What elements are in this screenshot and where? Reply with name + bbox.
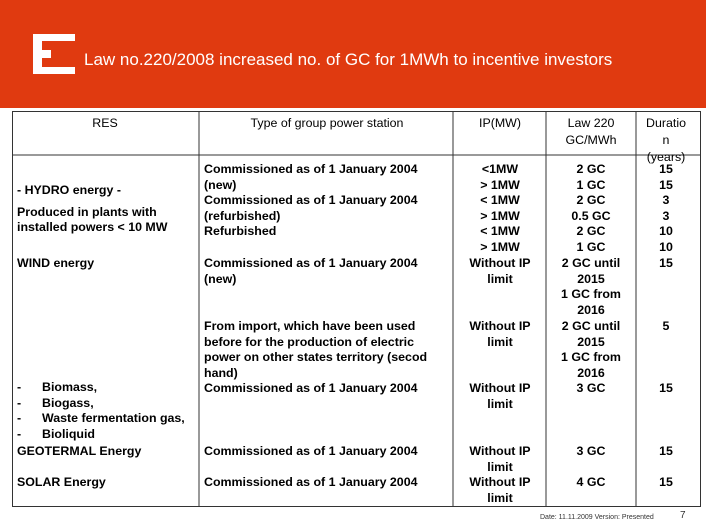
duration-biomass: 15 bbox=[659, 381, 673, 395]
ip-hydro bbox=[453, 162, 547, 256]
header-duration bbox=[636, 115, 696, 166]
res-hydro-line3: installed powers < 10 MW bbox=[17, 220, 168, 235]
ip-solar-line: limit bbox=[487, 490, 513, 505]
gc-hydro-value: 1 GC bbox=[576, 177, 606, 192]
res-biomass-item bbox=[17, 427, 185, 443]
duration-import: 5 bbox=[662, 319, 670, 333]
duration-hydro-value: 3 bbox=[662, 208, 670, 223]
dash: - bbox=[17, 395, 22, 410]
gc-solar: 4 GC bbox=[576, 475, 606, 489]
type-hydro-line: Commissioned as of 1 January 2004 bbox=[204, 162, 418, 176]
duration-hydro-value: 10 bbox=[659, 224, 673, 239]
res-biomass-item bbox=[17, 380, 185, 396]
ip-wind-line: limit bbox=[487, 271, 513, 286]
ip-hydro-value: > 1MW bbox=[480, 239, 520, 254]
type-import bbox=[204, 319, 427, 381]
header-ip: IP(MW) bbox=[479, 116, 521, 130]
ip-geotermal bbox=[453, 444, 547, 475]
gc-geotermal: 3 GC bbox=[576, 444, 606, 458]
gc-wind-line: 1 GC from bbox=[561, 287, 621, 302]
gc-import bbox=[546, 319, 636, 381]
type-hydro-line: (new) bbox=[204, 177, 237, 192]
res-biomass bbox=[17, 380, 185, 442]
type-solar: Commissioned as of 1 January 2004 bbox=[204, 475, 418, 489]
ip-hydro-value: < 1MW bbox=[480, 224, 520, 239]
ip-geotermal-line: limit bbox=[487, 459, 513, 474]
header-duration-line3: (years) bbox=[646, 150, 686, 164]
res-wind: WIND energy bbox=[17, 256, 95, 270]
gc-hydro-value: 2 GC bbox=[576, 162, 606, 176]
header-res: RES bbox=[92, 116, 118, 130]
ip-hydro-value: <1MW bbox=[481, 162, 519, 176]
ip-hydro-value: < 1MW bbox=[480, 193, 520, 208]
ip-geotermal-line: Without IP bbox=[469, 444, 531, 458]
type-wind-line: Commissioned as of 1 January 2004 bbox=[204, 256, 418, 270]
gc-hydro-value: 1 GC bbox=[576, 239, 606, 254]
res-hydro-line2: Produced in plants with bbox=[17, 204, 157, 219]
dash: - bbox=[17, 380, 22, 394]
duration-hydro-value: 10 bbox=[659, 239, 673, 254]
res-biomass-label: Biogass, bbox=[42, 395, 94, 410]
header-banner bbox=[0, 0, 706, 108]
dash: - bbox=[17, 426, 22, 441]
header-type: Type of group power station bbox=[250, 116, 404, 130]
res-hydro bbox=[17, 183, 167, 236]
res-biomass-label: Waste fermentation gas, bbox=[42, 411, 185, 426]
gc-wind bbox=[546, 256, 636, 318]
gc-hydro-value: 2 GC bbox=[576, 193, 606, 208]
ip-import-line: Without IP bbox=[469, 319, 531, 333]
ip-biomass bbox=[453, 381, 547, 412]
ip-wind-line: Without IP bbox=[469, 256, 531, 270]
page-title: Law no.220/2008 increased no. of GC for 1MWh to incentive investors bbox=[84, 50, 613, 69]
ip-biomass-line: Without IP bbox=[469, 381, 531, 395]
header-gc bbox=[546, 115, 636, 149]
header-duration-line2: n bbox=[662, 133, 670, 147]
gc-hydro-value: 2 GC bbox=[576, 224, 606, 239]
type-wind-line: (new) bbox=[204, 271, 237, 286]
ip-import-line: limit bbox=[487, 334, 513, 349]
duration-geotermal: 15 bbox=[659, 444, 673, 458]
ip-solar-line: Without IP bbox=[469, 475, 531, 489]
gc-wind-line: 2016 bbox=[577, 302, 605, 317]
ip-biomass-line: limit bbox=[487, 396, 513, 411]
type-import-line: hand) bbox=[204, 365, 238, 380]
res-solar: SOLAR Energy bbox=[17, 475, 106, 489]
type-import-line: power on other states territory (secod bbox=[204, 350, 428, 365]
header-gc-line2: GC/MWh bbox=[565, 133, 617, 147]
type-hydro bbox=[204, 162, 418, 240]
ip-solar bbox=[453, 475, 547, 506]
dash: - bbox=[17, 411, 22, 426]
header-gc-line1: Law 220 bbox=[567, 116, 615, 130]
duration-hydro-value: 15 bbox=[659, 162, 673, 176]
gc-wind-line: 2015 bbox=[577, 271, 605, 286]
type-hydro-line: Commissioned as of 1 January 2004 bbox=[204, 193, 418, 208]
type-biomass: Commissioned as of 1 January 2004 bbox=[204, 381, 418, 395]
duration-solar: 15 bbox=[659, 475, 673, 489]
type-hydro-line: Refurbished bbox=[204, 224, 277, 239]
res-biomass-item bbox=[17, 411, 185, 427]
gc-import-line: 2 GC until bbox=[561, 319, 621, 333]
gc-import-line: 2015 bbox=[577, 334, 605, 349]
gc-hydro bbox=[546, 162, 636, 256]
res-biomass-label: Biomass, bbox=[42, 380, 98, 394]
type-import-line: From import, which have been used bbox=[204, 319, 416, 333]
res-biomass-item bbox=[17, 396, 185, 412]
duration-wind: 15 bbox=[659, 256, 673, 270]
ip-wind bbox=[453, 256, 547, 287]
type-import-line: before for the production of electric bbox=[204, 334, 414, 349]
type-hydro-line: (refurbished) bbox=[204, 208, 281, 223]
ip-import bbox=[453, 319, 547, 350]
duration-hydro-value: 15 bbox=[659, 177, 673, 192]
gc-wind-line: 2 GC until bbox=[561, 256, 621, 270]
type-wind bbox=[204, 256, 418, 287]
cez-logo-icon bbox=[33, 34, 75, 74]
footer-date-version: Date: 11.11.2009 Version: Presented bbox=[540, 514, 654, 521]
ip-hydro-value: > 1MW bbox=[480, 177, 520, 192]
res-biomass-label: Bioliquid bbox=[42, 426, 95, 441]
gc-biomass: 3 GC bbox=[576, 381, 606, 395]
res-hydro-line1: - HYDRO energy - bbox=[17, 183, 121, 197]
gc-hydro-value: 0.5 GC bbox=[571, 208, 611, 223]
gc-import-line: 1 GC from bbox=[561, 350, 621, 365]
gc-import-line: 2016 bbox=[577, 365, 605, 380]
header-duration-line1: Duratio bbox=[646, 116, 686, 130]
ip-hydro-value: > 1MW bbox=[480, 208, 520, 223]
duration-hydro-value: 3 bbox=[662, 193, 670, 208]
page-number: 7 bbox=[680, 510, 686, 521]
type-geotermal: Commissioned as of 1 January 2004 bbox=[204, 444, 418, 458]
res-geotermal: GEOTERMAL Energy bbox=[17, 444, 142, 458]
duration-hydro bbox=[636, 162, 696, 256]
